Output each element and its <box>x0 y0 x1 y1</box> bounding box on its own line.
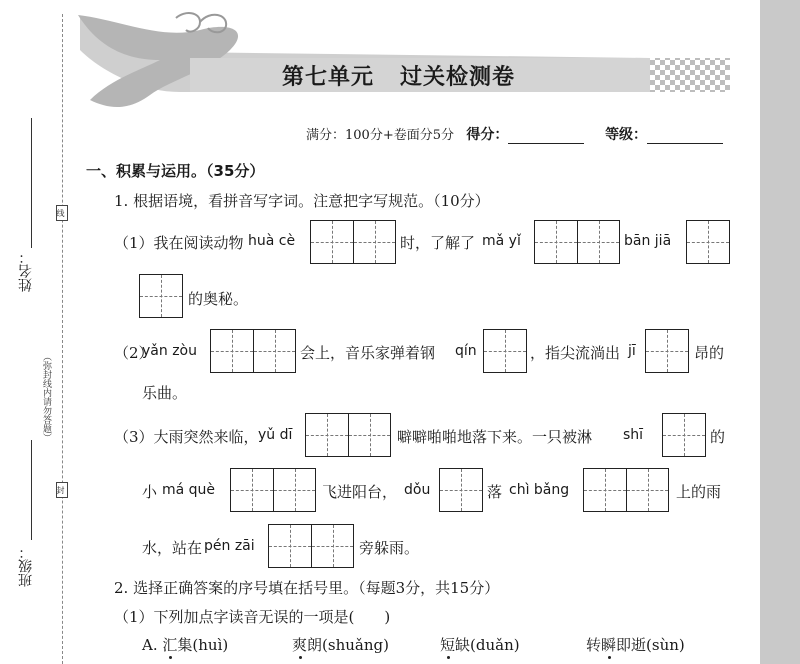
q1-p3-text-i: 旁躲雨。 <box>359 539 420 557</box>
q1-p1-text-b: 时，了解了 <box>400 234 476 252</box>
name-label: 姓名： <box>18 250 34 292</box>
q1-p3-pinyin-chibang: chì bǎng <box>509 482 570 498</box>
question1-intro: 1. 根据语境，看拼音写字词。注意把字写规范。（10分） <box>114 192 490 210</box>
answer-grid-yanzou[interactable] <box>210 329 296 373</box>
score-blank[interactable] <box>508 129 584 144</box>
answer-grid-maque[interactable] <box>230 468 316 512</box>
right-margin-bar <box>760 0 800 664</box>
q1-p3-pinyin-yudi: yǔ dī <box>258 427 293 443</box>
answer-grid-yudi[interactable] <box>305 413 391 457</box>
q1-p3-pinyin-shi: shī <box>623 427 644 443</box>
option-word: 缺(duǎn) <box>455 636 520 654</box>
full-score-text: 满分：100分+卷面分5分 <box>306 128 454 143</box>
q1-p2-pinyin-qin: qín <box>455 343 477 359</box>
dotted-char: 短 <box>440 636 456 654</box>
q1-p2-text-b: 会上，音乐家弹着钢 <box>300 344 436 362</box>
score-line <box>306 124 723 144</box>
q1-p2-text-c: ，指尖流淌出 <box>530 344 621 362</box>
option-a-label: A. <box>142 636 163 654</box>
section-heading: 一、积累与运用。（35分） <box>86 162 265 180</box>
q2-option-a[interactable] <box>142 634 228 655</box>
q1-p1-pinyin-huace: huà cè <box>248 233 296 249</box>
answer-grid-penzai[interactable] <box>268 524 354 568</box>
title-test: 过关检测卷 <box>400 65 516 90</box>
q1-p2-text-d: 昂的 <box>694 344 725 362</box>
q1-p1-text-c: 的奥秘。 <box>188 290 249 308</box>
class-label: 班级： <box>18 545 34 587</box>
answer-grid-mayi[interactable] <box>534 220 620 264</box>
option-word: 朗(shuǎng) <box>307 636 389 654</box>
q1-p3-text-c: 的 <box>710 428 726 446</box>
q1-p1-pinyin-banjia: bān jiā <box>624 233 672 249</box>
title-unit: 第七单元 <box>282 65 375 90</box>
option-word: 即逝(sùn) <box>616 636 685 654</box>
answer-grid-banjia-1[interactable] <box>686 220 730 264</box>
q1-p3-text-f: 落 <box>487 483 503 501</box>
q1-p2-text-e: 乐曲。 <box>142 384 188 402</box>
answer-grid-qin[interactable] <box>483 329 527 373</box>
q1-p2-text-a: （2） <box>114 344 154 362</box>
name-underline[interactable] <box>31 118 32 248</box>
q1-p3-text-b: 噼噼啪啪地落下来。一只被淋 <box>397 428 593 446</box>
answer-grid-dou[interactable] <box>439 468 483 512</box>
option-word: 转 <box>586 636 602 654</box>
q1-p2-pinyin-ji: jī <box>628 343 636 359</box>
grade-blank[interactable] <box>647 129 723 144</box>
q1-p3-pinyin-penzai: pén zāi <box>204 538 255 554</box>
dotted-char: 汇 <box>162 636 178 654</box>
q2-option-a-word3 <box>440 634 520 655</box>
seal-box-seal: 封 <box>56 482 68 498</box>
dotted-char: 爽 <box>292 636 308 654</box>
grade-label: 等级： <box>605 127 648 143</box>
seal-note: （弥封线内请勿答题） <box>41 352 51 442</box>
seal-box-line: 线 <box>56 205 68 221</box>
answer-grid-chibang[interactable] <box>583 468 669 512</box>
question2-intro: 2. 选择正确答案的序号填在括号里。（每题3分，共15分） <box>114 579 500 597</box>
answer-grid-ji[interactable] <box>645 329 689 373</box>
q1-p3-pinyin-dou: dǒu <box>404 482 431 498</box>
q1-p3-text-d: 小 <box>142 483 158 501</box>
q1-p3-text-g: 上的雨 <box>676 483 722 501</box>
score-label: 得分： <box>466 127 509 143</box>
q1-p1-text-a: （1）我在阅读动物 <box>114 234 244 252</box>
dotted-char: 瞬 <box>601 636 617 654</box>
answer-grid-shi[interactable] <box>662 413 706 457</box>
q2-option-a-word2 <box>292 634 389 655</box>
option-word: 集(huì) <box>177 636 229 654</box>
class-underline[interactable] <box>31 440 32 540</box>
q2-option-a-word4 <box>586 634 685 655</box>
page-title <box>282 60 515 91</box>
q1-p2-pinyin-yanzou: yǎn zòu <box>142 343 197 359</box>
q1-p3-text-a: （3）大雨突然来临， <box>114 428 259 446</box>
q1-p3-text-e: 飞进阳台， <box>322 483 398 501</box>
q2-sub1-prompt: （1）下列加点字读音无误的一项是( ) <box>114 608 391 626</box>
q1-p3-pinyin-maque: má què <box>162 482 216 498</box>
binding-dashed-line <box>62 14 63 664</box>
q1-p1-pinyin-mayi: mǎ yǐ <box>482 233 521 249</box>
answer-grid-banjia-2[interactable] <box>139 274 183 318</box>
answer-grid-huace[interactable] <box>310 220 396 264</box>
q1-p3-text-h: 水，站在 <box>142 539 203 557</box>
